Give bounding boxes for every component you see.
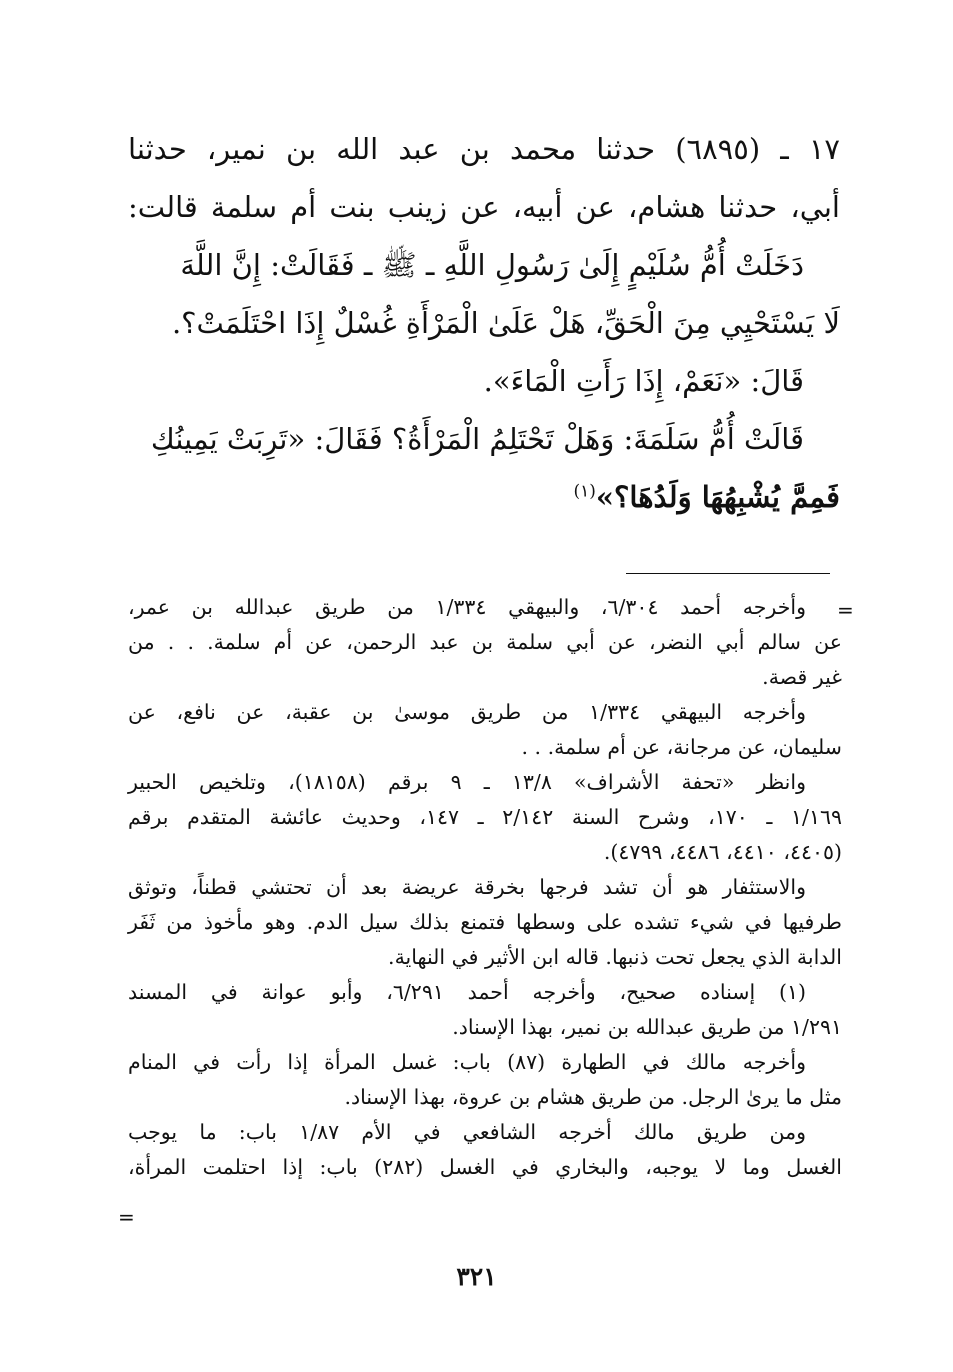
footnote-line: ١/١٦٩ ـ ١٧٠، وشرح السنة ٢/١٤٢ ـ ١٤٧، وحديث عائشة المتقدم برقم bbox=[128, 805, 842, 829]
footnote-line: ومن طريق مالك أخرجه الشافعي في الأم ١/٨٧ باب: ما يوجب bbox=[128, 1120, 806, 1144]
footnote-line: وانظر «تحفة الأشراف» ١٣/٨ ـ ٩ برقم (١٨١٥٨)، وتلخيص الحبير bbox=[128, 770, 806, 794]
hadith-line: ١٧ ـ (٦٨٩٥) حدثنا محمد بن عبد الله بن نمير، حدثنا bbox=[128, 132, 840, 166]
footnote-line: وأخرجه مالك في الطهارة (٨٧) باب: غسل المرأة إذا رأت في المنام bbox=[128, 1050, 807, 1074]
hadith-line: قَالَتْ أُمُّ سَلَمَةَ: وَهَلْ تَحْتَلِمُ الْمَرْأَةُ؟ فَقَالَ: «تَرِبَتْ يَمِينُكِ bbox=[150, 422, 804, 456]
continuation-mark: = bbox=[837, 598, 854, 622]
footnote-line: عن سالم أبي النضر، عن أبي سلمة بن عبد الرحمن، عن أم سلمة. . . من bbox=[128, 630, 842, 654]
footnote-separator bbox=[626, 573, 830, 574]
hadith-line: فَمِمَّ يُشْبِهُهَا وَلَدُهَا؟» bbox=[595, 480, 840, 514]
hadith-last-line bbox=[128, 468, 840, 526]
footnote-line: غير قصة. bbox=[762, 665, 842, 689]
footnote-line: الدابة الذي يجعل تحت ذنبها. قاله ابن الأثير في النهاية. bbox=[388, 945, 842, 969]
footnote-reference: (١) bbox=[573, 481, 596, 502]
hadith-line: لَا يَسْتَحْيِي مِنَ الْحَقِّ، هَلْ عَلَىٰ الْمَرْأَةِ غُسْلٌ إِذَا احْتَلَمَتْ؟. bbox=[171, 306, 840, 340]
page-number: ٣٢١ bbox=[456, 1262, 497, 1291]
footnote-line: وأخرجه البيهقي ١/٣٣٤ من طريق موسىٰ بن عقبة، عن نافع، عن bbox=[128, 700, 807, 724]
continuation-mark-end: = bbox=[118, 1205, 135, 1229]
hadith-line: قَالَ: «نَعَمْ، إِذَا رَأَتِ الْمَاءَ». bbox=[483, 364, 804, 398]
footnote-line: (١) إسناده صحيح، وأخرجه أحمد ٦/٢٩١، وأبو عوانة في المسند bbox=[128, 980, 806, 1004]
footnote-line: مثل ما يرىٰ الرجل. من طريق هشام بن عروة، بهذا الإسناد. bbox=[344, 1085, 842, 1109]
footnote-line: والاستثفار هو أن تشد فرجها بخرقة عريضة بعد أن تحتشي قطناً، وتوثق bbox=[128, 875, 806, 899]
footnote-line: (٤٤٠٥، ٤٤١٠، ٤٤٨٦، ٤٧٩٩). bbox=[603, 840, 842, 864]
hadith-text bbox=[128, 120, 840, 526]
hadith-line: دَخَلَتْ أُمُّ سُلَيْمٍ إِلَىٰ رَسُولِ اللَّهِ ـ ﷺ ـ فَقَالَتْ: إِنَّ اللَّهَ bbox=[180, 248, 804, 282]
footnote-line: ١/٢٩١ من طريق عبدالله بن نمير، بهذا الإسناد. bbox=[452, 1015, 842, 1039]
footnotes bbox=[128, 590, 842, 1185]
footnote-line: سليمان، عن مرجانة، عن أم سلمة. . . bbox=[521, 735, 842, 759]
hadith-line: أبي، حدثنا هشام، عن أبيه، عن زينب بنت أم سلمة قالت: bbox=[128, 190, 840, 224]
footnote-line: طرفيها في شيء تشده على وسطها فتمنع بذلك سيل الدم. وهو مأخوذ من ثَفَر bbox=[128, 910, 842, 934]
footnote-line: الغسل وما لا يوجبه، والبخاري في الغسل (٢٨٢) باب: إذا احتلمت المرأة، bbox=[128, 1155, 842, 1179]
footnote-line: وأخرجه أحمد ٦/٣٠٤، والبيهقي ١/٣٣٤ من طريق عبدالله بن عمر، bbox=[128, 595, 806, 619]
